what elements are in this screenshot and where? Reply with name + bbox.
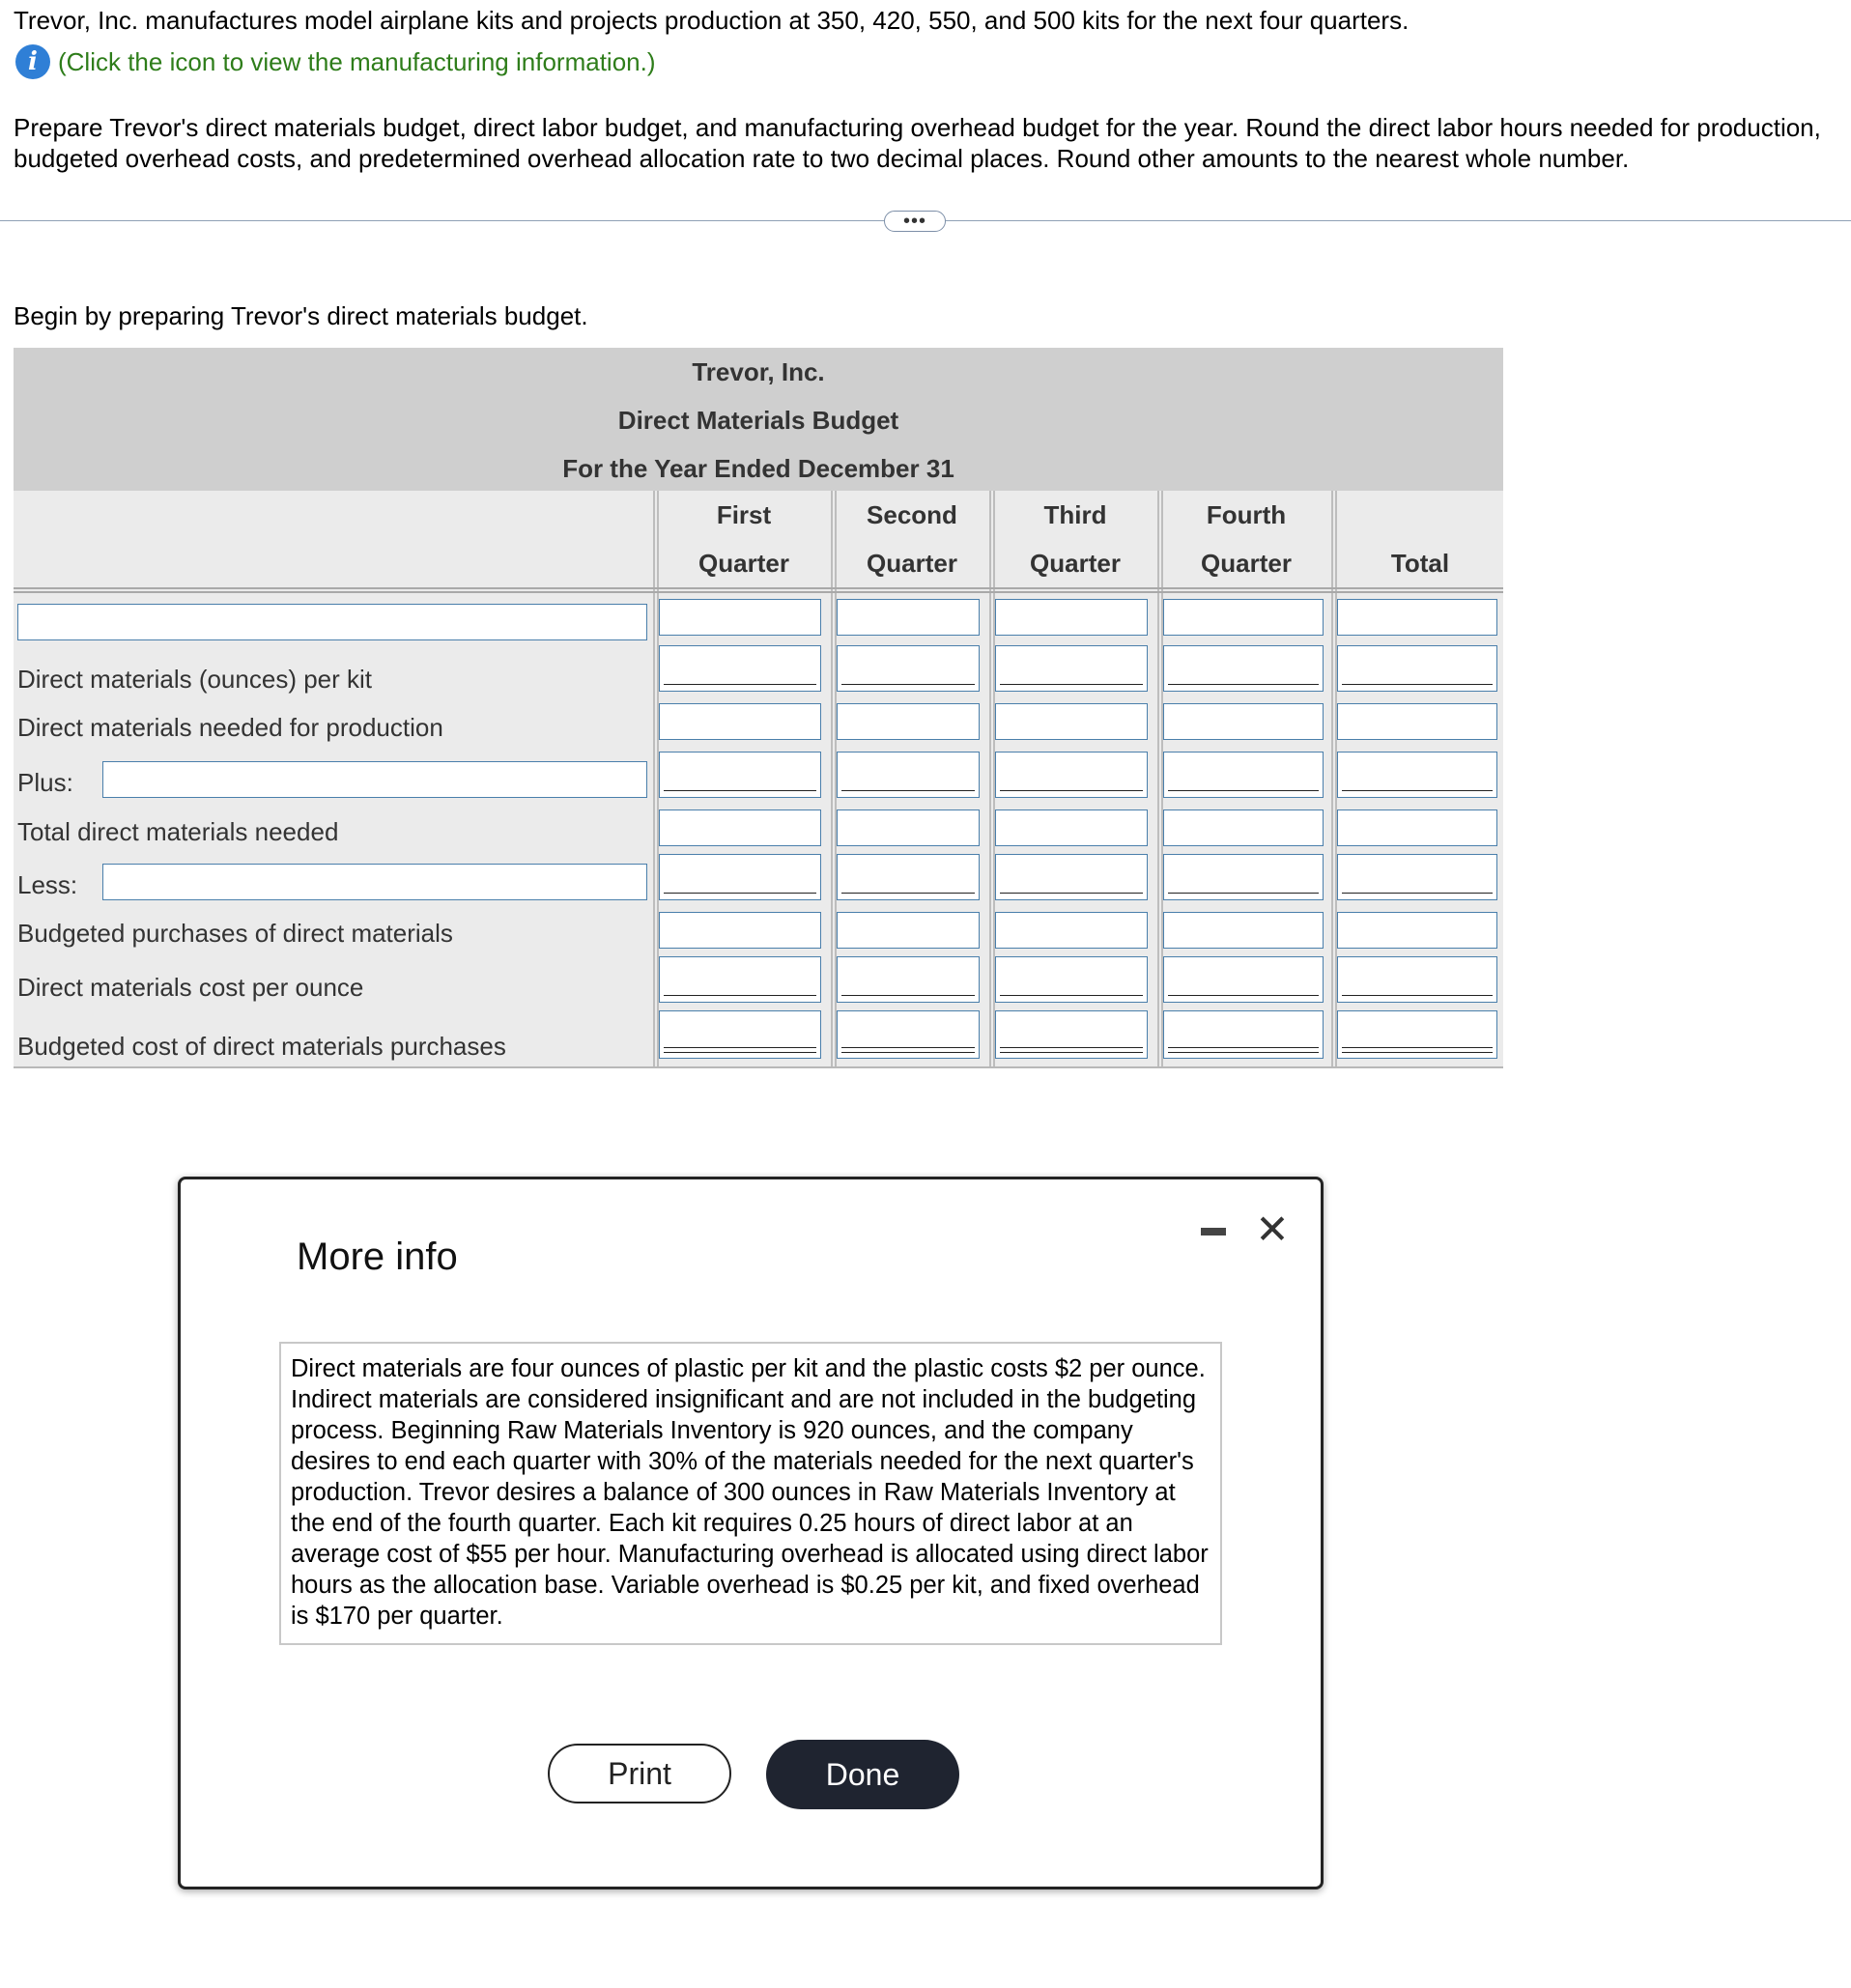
cell-r8-total[interactable]	[1337, 956, 1497, 1003]
row-label-total-needed: Total direct materials needed	[17, 817, 339, 846]
cell-r1-q4[interactable]	[1163, 599, 1324, 636]
col-header-line: Second	[867, 500, 957, 529]
cell-r4-total[interactable]	[1337, 752, 1497, 798]
col-header-line: Fourth	[1206, 500, 1287, 529]
col-header-line: Quarter	[1201, 549, 1292, 578]
cell-r7-q3[interactable]	[995, 912, 1148, 949]
cell-r8-q1[interactable]	[659, 956, 821, 1003]
cell-r9-q1[interactable]	[659, 1010, 821, 1059]
cell-r4-q3[interactable]	[995, 752, 1148, 798]
manufacturing-info-link[interactable]: (Click the icon to view the manufacturing information.)	[58, 46, 656, 76]
cell-r2-total[interactable]	[1337, 645, 1497, 692]
print-button[interactable]: Print	[548, 1744, 731, 1803]
cell-r3-q2[interactable]	[837, 703, 980, 740]
col-header-line: Total	[1390, 549, 1450, 578]
manufacturing-info-text: Direct materials are four ounces of plastic per kit and the plastic costs $2 per ounce. Indirect materials are considered insignificant and are not included in the budgeting process. Beginning Raw Materials Inventory is 920 ounces, and the company desires to end each quarter with 30% of the materials needed for the next quarter's production. Trevor desires a balance of 300 ounces in Raw Materials Inventory at the end of the fourth quarter. Each kit requires 0.25 hours of direct labor at an average cost of $55 per hour. Manufacturing overhead is allocated using direct labor hours as the allocation base. Variable overhead is $0.25 per kit, and fixed overhead is $170 per quarter.	[279, 1342, 1222, 1645]
cell-r2-q3[interactable]	[995, 645, 1148, 692]
plus-item-input[interactable]	[102, 761, 647, 798]
budget-period: For the Year Ended December 31	[562, 454, 954, 483]
col-header-q4	[1163, 491, 1329, 587]
budget-title: Direct Materials Budget	[617, 406, 899, 435]
cell-r3-q4[interactable]	[1163, 703, 1324, 740]
cell-r4-q1[interactable]	[659, 752, 821, 798]
cell-r5-total[interactable]	[1337, 809, 1497, 846]
cell-r8-q2[interactable]	[837, 956, 980, 1003]
cell-r7-q4[interactable]	[1163, 912, 1324, 949]
cell-r9-total[interactable]	[1337, 1010, 1497, 1059]
instructions: Prepare Trevor's direct materials budget, direct labor budget, and manufacturing overhead budget for the year. Round the direct labor hours needed for production, budgeted overhead costs, and predetermined overhead allocation rate to two decimal places. Round other amounts to the nearest whole number.	[14, 113, 1821, 173]
cell-r9-q4[interactable]	[1163, 1010, 1324, 1059]
cell-r3-q1[interactable]	[659, 703, 821, 740]
header-rule	[14, 587, 1503, 593]
expand-ellipsis-button[interactable]: •••	[884, 211, 946, 232]
cell-r6-total[interactable]	[1337, 854, 1497, 900]
col-header-q2	[837, 491, 987, 587]
cell-r6-q4[interactable]	[1163, 854, 1324, 900]
row-label-input-1[interactable]	[17, 604, 647, 640]
direct-materials-budget-table	[14, 491, 1503, 1068]
cell-r7-q2[interactable]	[837, 912, 980, 949]
row-label-cost-purchases: Budgeted cost of direct materials purchases	[17, 1032, 506, 1061]
less-item-input[interactable]	[102, 864, 647, 900]
done-button[interactable]: Done	[766, 1740, 959, 1809]
minimize-icon[interactable]	[1201, 1228, 1226, 1235]
cell-r3-total[interactable]	[1337, 703, 1497, 740]
cell-r5-q3[interactable]	[995, 809, 1148, 846]
cell-r1-q1[interactable]	[659, 599, 821, 636]
col-header-line: Quarter	[867, 549, 957, 578]
cell-r6-q3[interactable]	[995, 854, 1148, 900]
cell-r1-q3[interactable]	[995, 599, 1148, 636]
more-info-dialog	[178, 1177, 1324, 1889]
cell-r5-q4[interactable]	[1163, 809, 1324, 846]
company-name: Trevor, Inc.	[692, 357, 825, 386]
dialog-title: More info	[297, 1235, 458, 1278]
cell-r4-q2[interactable]	[837, 752, 980, 798]
budget-header	[14, 348, 1503, 491]
problem-statement: Trevor, Inc. manufactures model airplane kits and projects production at 350, 420, 550, and 500 kits for the next four quarters.	[14, 6, 1410, 35]
cell-r2-q1[interactable]	[659, 645, 821, 692]
cell-r1-total[interactable]	[1337, 599, 1497, 636]
cell-r9-q3[interactable]	[995, 1010, 1148, 1059]
cell-r6-q2[interactable]	[837, 854, 980, 900]
close-icon[interactable]: ✕	[1255, 1207, 1290, 1252]
cell-r7-total[interactable]	[1337, 912, 1497, 949]
col-header-total	[1337, 491, 1503, 587]
cell-r6-q1[interactable]	[659, 854, 821, 900]
col-header-line: Quarter	[1030, 549, 1121, 578]
col-header-line: Third	[1043, 500, 1107, 529]
cell-r9-q2[interactable]	[837, 1010, 980, 1059]
cell-r4-q4[interactable]	[1163, 752, 1324, 798]
cell-r2-q4[interactable]	[1163, 645, 1324, 692]
cell-r1-q2[interactable]	[837, 599, 980, 636]
cell-r2-q2[interactable]	[837, 645, 980, 692]
step-prompt: Begin by preparing Trevor's direct materials budget.	[14, 301, 588, 330]
row-label-cost-per-ounce: Direct materials cost per ounce	[17, 973, 364, 1002]
cell-r8-q4[interactable]	[1163, 956, 1324, 1003]
row-label-plus: Plus:	[17, 768, 73, 797]
col-header-line: First	[716, 500, 772, 529]
row-label-dm-needed: Direct materials needed for production	[17, 713, 443, 742]
info-icon[interactable]: i	[15, 44, 50, 79]
col-header-line: Quarter	[698, 549, 789, 578]
col-header-q1	[659, 491, 829, 587]
cell-r8-q3[interactable]	[995, 956, 1148, 1003]
row-label-less: Less:	[17, 870, 78, 899]
row-label-purchases: Budgeted purchases of direct materials	[17, 919, 453, 948]
col-header-q3	[995, 491, 1155, 587]
info-link-row[interactable]	[15, 43, 656, 81]
row-label-dm-per-kit: Direct materials (ounces) per kit	[17, 665, 372, 694]
col-header-line	[1337, 491, 1503, 539]
cell-r5-q2[interactable]	[837, 809, 980, 846]
cell-r7-q1[interactable]	[659, 912, 821, 949]
cell-r5-q1[interactable]	[659, 809, 821, 846]
cell-r3-q3[interactable]	[995, 703, 1148, 740]
